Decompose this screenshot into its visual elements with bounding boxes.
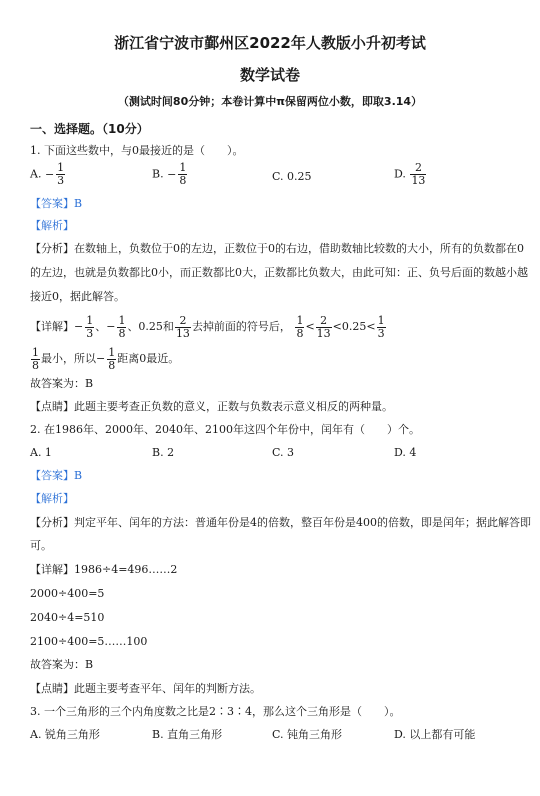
fraction: $\frac{1}{8}$ <box>118 313 126 340</box>
q1-option-b <box>152 162 188 187</box>
q1-option-c: C. 0.25 <box>272 170 312 183</box>
q1-option-d <box>394 162 427 187</box>
q2-analysis-tag: 【解析】 <box>30 492 74 505</box>
q3-option-a: A. 锐角三角形 <box>30 728 100 741</box>
q1-option-a-label: A. <box>30 167 42 181</box>
exam-note: （测试时间80分钟；本卷计算中π保留两位小数，即取3.14） <box>117 95 423 108</box>
q2-option-a: A. 1 <box>30 446 52 459</box>
fraction: $\frac{1}{8}$ <box>108 345 116 372</box>
q2-stem: 2. 在1986年、2000年、2040年、2100年这四个年份中，闰年有（ ）个。 <box>30 423 420 436</box>
q2-detail-line: 【详解】1986÷4=496……2 <box>30 563 178 576</box>
fraction: $\frac{1}{3}$ <box>57 161 65 187</box>
q2-conclusion: 故答案为：B <box>30 658 94 671</box>
exam-title: 浙江省宁波市鄞州区2022年人教版小升初考试 <box>114 34 426 52</box>
q1-analysis-line: 【分析】在数轴上，负数位于0的左边，正数位于0的右边，借助数轴比较数的大小，所有的负数都在0 <box>30 242 524 255</box>
fraction: $\frac{1}{8}$ <box>32 345 39 372</box>
q2-option-b: B. 2 <box>152 446 175 459</box>
q3-stem: 3. 一个三角形的三个内角度数之比是2∶3∶4，那么这个三角形是（ ）。 <box>30 705 401 718</box>
q2-answer: 【答案】B <box>30 469 83 482</box>
fraction: $\frac{1}{3}$ <box>86 313 94 340</box>
q1-option-b-label: B. <box>152 167 164 181</box>
q1-conclusion: 故答案为：B <box>30 377 94 390</box>
q1-detail-line: $\frac{1}{8}$ 最小，所以− $\frac{1}{8}$ 距离0最近。 <box>32 345 180 372</box>
fraction: $\frac{2}{13}$ <box>411 161 426 187</box>
q1-answer: 【答案】B <box>30 197 83 210</box>
fraction: $\frac{2}{13}$ <box>175 313 190 340</box>
exam-subtitle: 数学试卷 <box>239 66 300 84</box>
fraction: $\frac{2}{13}$ <box>316 313 331 340</box>
q1-analysis-tag: 【解析】 <box>30 219 74 232</box>
q2-analysis-line: 【分析】判定平年、闰年的方法：普通年份是4的倍数，整百年份是400的倍数，即是闰年；据此解答即 <box>30 516 531 529</box>
q1-option-d-label: D. <box>394 167 406 181</box>
fraction: $\frac{1}{3}$ <box>377 313 385 340</box>
q2-analysis-line: 可。 <box>30 539 52 552</box>
q1-detail-line: 【详解】− $\frac{1}{3}$ 、− $\frac{1}{8}$ 、0.25和 $\frac{2}{13}$ 去掉前面的符号后， $\frac{1}{8}$ < $\frac{2}{13}$ <0.25< $\frac{1}{3}$ <box>30 313 385 340</box>
fraction: $\frac{1}{8}$ <box>296 313 304 340</box>
q1-analysis-line: 接近0，据此解答。 <box>30 290 125 303</box>
q1-analysis-line: 的左边，也就是负数都比0小，而正数都比0大，正数都比负数大，由此可知：正、负号后面的数越小越 <box>30 266 528 279</box>
q1-option-a <box>30 162 66 187</box>
minus-sign: − <box>167 167 177 181</box>
q2-detail-line: 2000÷400=5 <box>30 587 105 600</box>
q1-stem: 1. 下面这些数中，与0最接近的是（ ）。 <box>30 144 244 157</box>
q2-comment: 【点睛】此题主要考查平年、闰年的判断方法。 <box>30 682 261 695</box>
section-heading: 一、选择题。（10分） <box>30 122 149 136</box>
q2-detail-line: 2100÷400=5……100 <box>30 635 148 648</box>
q3-option-b: B. 直角三角形 <box>152 728 223 741</box>
fraction: $\frac{1}{8}$ <box>179 161 187 187</box>
q3-option-d: D. 以上都有可能 <box>394 728 476 741</box>
q2-option-d: D. 4 <box>394 446 417 459</box>
q3-option-c: C. 钝角三角形 <box>272 728 343 741</box>
q1-comment: 【点睛】此题主要考查正负数的意义，正数与负数表示意义相反的两种量。 <box>30 400 393 413</box>
minus-sign: − <box>44 167 55 181</box>
q2-option-c: C. 3 <box>272 446 295 459</box>
q2-detail-line: 2040÷4=510 <box>30 611 105 624</box>
